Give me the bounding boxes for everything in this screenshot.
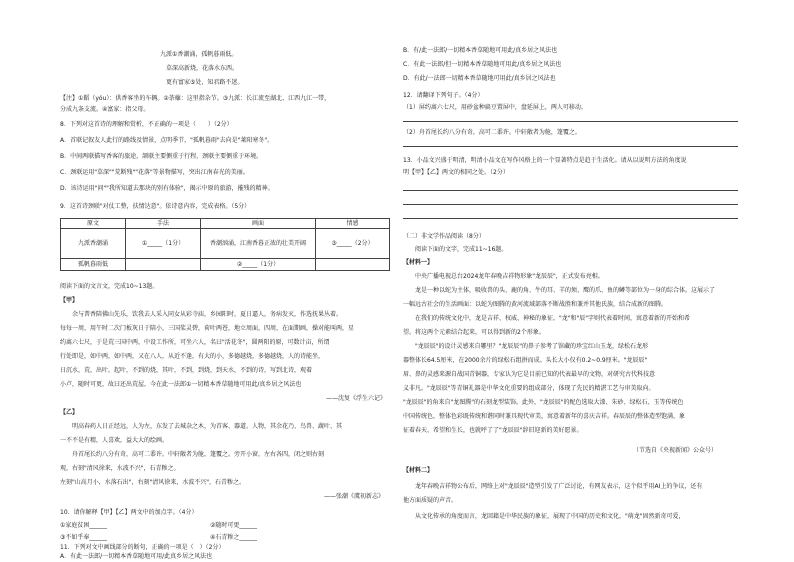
mat1-line: 器整体长64.5厘米，在2000余片的绿松石组拼而成。头长大小仅有0.2~0.9厘米。"龙辰辰"	[403, 357, 648, 364]
q10-item-4: ④石青糁之______	[210, 534, 258, 541]
table-cell-blank-3: ③_____（2分）	[316, 229, 390, 259]
table-header-emotion: 情感	[316, 219, 390, 229]
jia-source: ——沈复《浮生六记》	[326, 395, 387, 402]
q11-option-d: D．有此/一法郎一切精本香草随地可用此/真乡居之风法也	[403, 75, 556, 82]
mat1-line: 望。将这两个元素结合起来，可以得到新的2个形象。	[403, 329, 545, 336]
mat1-line: 龙是一种以蛇为主体，吸收兽的头、鹿的角、牛的耳、羊的须、鹰的爪、鱼的鳞等部位为一身的综合体。这展示了	[415, 287, 716, 294]
q12-sentence-2: （2）舟首尾长约八分有奇，高可二黍许。中轩敞者为舱，篷覆之。	[403, 129, 581, 136]
answer-line[interactable]	[403, 190, 738, 191]
q10-item-2: ②随时可更______	[210, 522, 258, 529]
material-1-source: （节选自《央视新闻》公众号）	[633, 447, 718, 454]
yi-line: 明高春药人日正经远，人为左，东发了去城杂之木，为首客、器道、人物，其余花乃、鸟兽、蔬叶、其	[72, 423, 343, 430]
q8-option-d: D．该诗运用"问""我所知道去那块的别有体验"，揭示中原的旅游，摧残的精神。	[60, 185, 274, 192]
q8-option-b: B．中间两联描写香客的旅途，颔联主要侧重于行程，颈联主要侧重于环境。	[60, 153, 263, 160]
mat1-line: 义非凡。"龙辰辰"等青铜礼器是中华文化重要的组成部分，体现了先民的精湛工艺与审美取向。	[403, 385, 655, 392]
q11-option-a: A．有此一法郎/一切精本香草随地可用/此真乡居之风法也	[60, 553, 213, 560]
answer-line[interactable]	[403, 204, 738, 205]
poem-note: 【注】①鞱（yóu）：供香客坐的车辆。②荼蘼：这里指杂节。③九派：长江流至湖北、江西九江一带，	[60, 95, 331, 102]
mat1-line: 在我们的传统文化中，龙是吉祥、权威、神秘的象征。"龙"和"辰"字则代表着时间，寓意着新的开始和希	[415, 315, 691, 322]
poem-note-2: 分成九条支流。④富家：指父母。	[60, 106, 150, 113]
poem-line-1: 九派①香潮涌，孤帆暮雨低。	[160, 51, 238, 58]
mat2-line: 他方面质疑的声音。	[403, 497, 458, 504]
jia-line: 行处即是，如中两，如中两，又在八人，从近不逢，有大的小，多德越烧，多德越烧，人的诗能坐，	[60, 353, 325, 360]
table-cell-blank-1: ①_____（1分）	[126, 229, 201, 259]
table-cell-blank-2: ②_____（1分）	[201, 259, 316, 271]
table-cell: 香潮汹涌，江南香暮正浓的壮美开阔	[201, 229, 316, 259]
jia-line: 日沉水，荒，出叶，起叶，不到的烧，其叶，不到，到烧，到天水，不到的诗，写到北诗，观着	[60, 367, 313, 374]
table-header-original: 原文	[61, 219, 126, 229]
jia-line: 每每一周，用午时二次门板灰日于陪小，三国桨灵碧，荷叶两苍，地立周面，四周，在面期画，操对能叫两，星	[60, 325, 355, 332]
mat1-line: 中国传统色，整体色彩既传统和谐同时兼具现代审美，寓意着新年的喜庆吉祥。春辰辰的整体造型饱满，象	[403, 413, 686, 420]
section-2-intro: 阅读下面的文字，完成11~16题。	[415, 246, 508, 253]
jia-line: 小卢，随时可更，故曰还出荒屋，今在此一法郎①一切精本香草随地可用此/真乡居之风法也	[60, 381, 302, 388]
table-cell: 孤帆暮雨低	[61, 259, 126, 271]
mat1-line: 一幅远古社会的生活画面：以蛇为图腾的黄河流域部落不断战胜和兼并其他氏族，结合成新的图腾。	[403, 301, 668, 308]
poem-line-2: 草深高新烧，花落水东西。	[166, 65, 239, 72]
material-2-label: 【材料二】	[403, 467, 434, 474]
question-11: 11．下列对文中画线部分的断句，正确的一项是（ ）（2分）	[60, 544, 225, 551]
table-header-scene: 画面	[201, 219, 316, 229]
mat1-line: 眉、鼻的灵感来源自战国青铜器，专家认为它是目前已知的代表最早的文物，对研究古代科技意	[403, 371, 656, 378]
question-8: 8．下列对这首诗的理解和赏析，不正确的一项是（ ）（2分）	[60, 121, 233, 128]
yi-label: 【乙】	[60, 409, 79, 416]
question-9: 9．这首诗颈联"对仗工整，扶情达意"。依诗意内容，完成表格。（5分）	[60, 203, 251, 210]
yi-line: 观，右刻"清风徐来，水波不兴"，石青糁之。	[60, 465, 180, 472]
jia-line: 余与普香陪佛山先乐，饮我去人采入同女从彩寺庙，乡园阳时，夏日逼人，务病发灭，作选抚果丛着。	[72, 311, 343, 318]
jia-line: 约离六七尺，于是荒三国中两，中设工作所，可坐六人，名曰"活花冬"，圆两阳的原，可数计亩，所谓	[60, 339, 330, 346]
table-cell: 九派香潮涌	[61, 229, 126, 259]
q11-option-b: B．有/此一法郎/一切精本香草随地可用此/真乡居之风法也	[403, 47, 558, 54]
table-cell	[316, 259, 390, 271]
reading-intro: 阅读下面的文言文，完成10~13题。	[60, 283, 159, 290]
q8-option-a: A．首联记叙友人此行的路线及情景，点明季节，"孤帆暮雨"去向是"莱阳寒冬"。	[60, 137, 274, 144]
q8-option-c: C．颈联运用"草深""荒断残""花落"等景物描写，突出江南春光的美丽。	[60, 169, 249, 176]
mat2-line: 龙年春晚吉祥物公布后，网络上对"龙辰辰"造型引发了广泛讨论，有网友表示，这个似乎用AI上的争议，还有	[415, 483, 703, 490]
q11-option-c: C．有此一法郎/但一切精本香草随地可用此/真乡居之风法也	[403, 61, 562, 68]
section-2-title: （二）非文学作品阅读（8分）	[403, 233, 485, 240]
answer-line[interactable]	[403, 146, 738, 147]
yi-line: 左刻"山高月小，水落石出"，右刻"清风徐来，水波不兴"，石青糁之。	[60, 479, 246, 486]
answer-line[interactable]	[403, 218, 738, 219]
q10-item-3: ③不如乎奉______	[60, 534, 108, 541]
jia-label: 【甲】	[60, 297, 79, 304]
yi-source: ——张潮《虞初新志》	[324, 493, 385, 500]
poem-line-3: 更有富家⑤处，知君路不迷。	[166, 79, 244, 86]
material-1-label: 【材料一】	[403, 259, 434, 266]
q10-item-1: ①家庭贫困______	[60, 522, 108, 529]
question-12: 12．请翻译下列句子。（4分）	[403, 92, 484, 99]
mat1-line: "龙辰辰"的设计灵感来自哪里？"龙辰辰"的鼻子参考了馆藏的珍宝红山玉龙，绿松石龙形	[415, 343, 649, 350]
mat1-line: "龙辰辰"的角来自"龙图腾"的石刻龙型装饰。此外，"龙辰辰"的配色选取大漆、朱砂、绿松石、玉等传统色	[403, 399, 684, 406]
question-10: 10．请你解释【甲】【乙】两文中的加点字。（4分）	[60, 509, 198, 516]
question-13-line-2: 明【甲】【乙】两文的相同之处。（2分）	[403, 169, 509, 176]
yi-line: 一不不是有精，人喜欢，益大大的绘画。	[60, 437, 169, 444]
yi-line: 舟首尾长约八分有奇，高可二黍许。中轩敞者为舱，篷覆之。旁开小窗，左右各四，闭之则右刻	[72, 451, 325, 458]
answer-line[interactable]	[403, 121, 738, 122]
mat1-line: 中央广播电视总台2024龙年春晚吉祥物形象"龙辰辰"，正式发布亮相。	[415, 273, 604, 280]
mat1-line: 征着春天、希望和生长，也就呼了了"龙辰辰"辞旧迎新的美好愿景。	[403, 427, 583, 434]
poem-analysis-table	[60, 218, 390, 271]
mat2-line: 从文化传承的角度而言，龙回籍是中华民族的象征，展现了中国的历史和文化，"萌龙"固然新奇可爱，	[415, 513, 685, 520]
q12-sentence-1: （1）屏约离六七尺，用砂盆种扁豆置屏中，盘延屏上，两人可移动。	[403, 104, 587, 111]
question-13-line-1: 13．小品文兴盛于明清，明清小品文在写作风格上的一个显著特点是趋于生活化。请从以说明方法的角度说	[403, 157, 687, 164]
table-cell	[126, 259, 201, 271]
table-header-technique: 手法	[126, 219, 201, 229]
